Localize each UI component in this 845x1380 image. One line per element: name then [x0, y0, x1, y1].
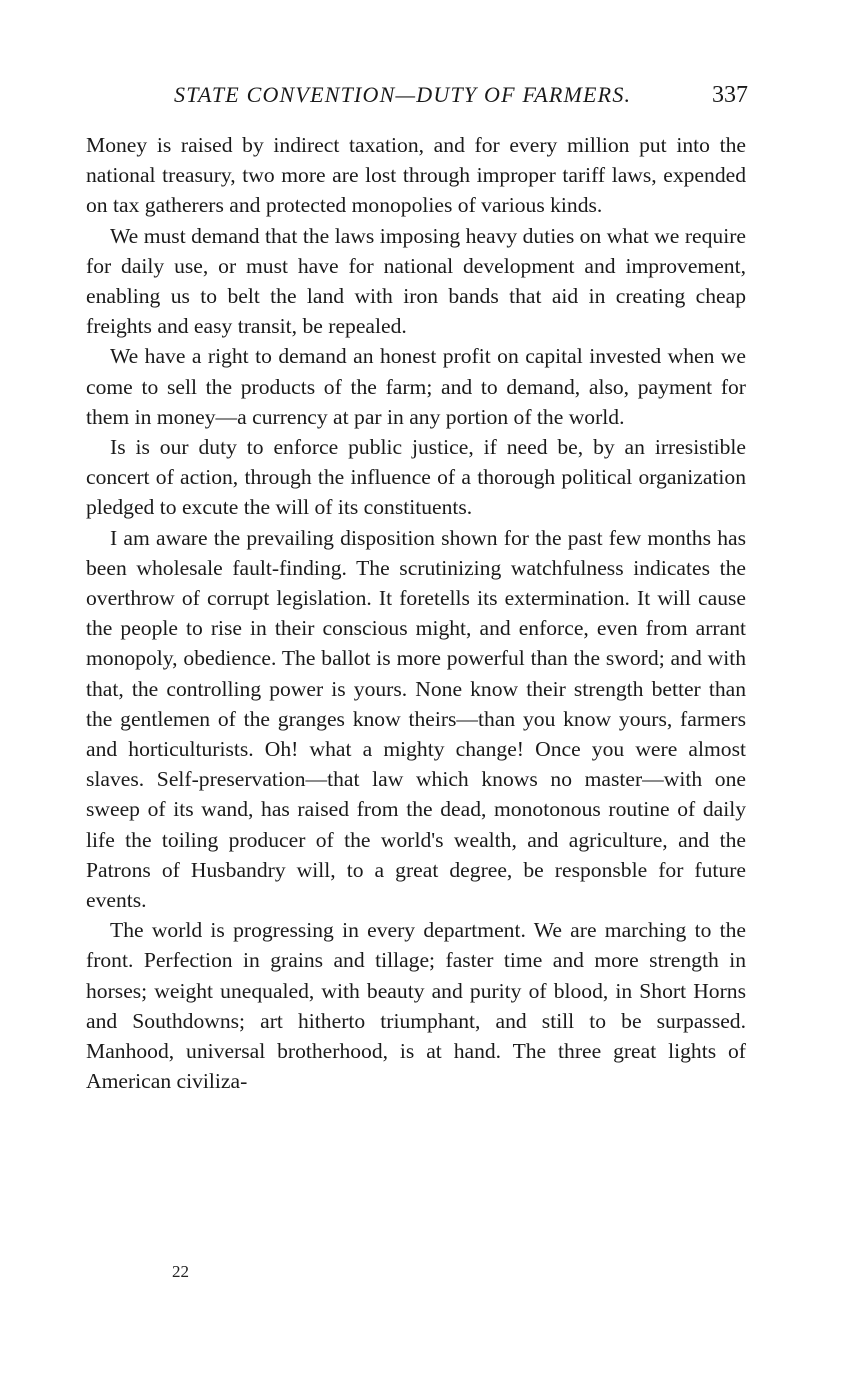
paragraph: Is is our duty to enforce public justice, if need be, by an irresistible concert of action, through the influence of a thorough political organization pledged to excute the will of its constituents. [86, 435, 746, 520]
paragraph: I am aware the prevailing disposition shown for the past few months has been wholesale fault-finding. The scrutinizing watchfulness indicates the overthrow of corrupt legislation. It foretells its extermination. It will cause the people to rise in their conscious might, and enforce, even from arrant monopoly, obedience. The ballot is more powerful than the sword; and with that, the controlling power is yours. None know their strength better than the gentlemen of the granges know theirs—than you know yours, farmers and horticulturists. Oh! what a mighty change! Once you were almost slaves. Self-preservation—that law which knows no master—with one sweep of its wand, has raised from the dead, monotonous routine of daily life the toiling producer of the world's wealth, and agriculture, and the Patrons of Husbandry will, to a great degree, be responsble for future events. [86, 525, 746, 913]
paragraph: We have a right to demand an honest profit on capital invested when we come to sell the products of the farm; and to demand, also, payment for them in money—a currency at par in any portion of the world. [86, 344, 746, 429]
page-header [86, 80, 750, 112]
paragraph: We must demand that the laws imposing heavy duties on what we require for daily use, or must have for national development and improvement, enabling us to belt the land with iron bands that aid in creating cheap freights and easy transit, be repealed. [86, 223, 746, 339]
body-text [86, 130, 746, 1097]
paragraph: The world is progressing in every department. We are marching to the front. Perfection in grains and tillage; faster time and more strength in horses; weight unequaled, with beauty and purity of blood, in Short Horns and Southdowns; art hitherto triumphant, and still to be surpassed. Manhood, universal brotherhood, is at hand. The three great lights of American civiliza- [86, 918, 746, 1094]
page-number: 337 [712, 82, 748, 108]
paragraph: Money is raised by indirect taxation, and for every million put into the national treasury, two more are lost through improper tariff laws, expended on tax gatherers and protected monopolies of various kinds. [86, 133, 746, 218]
running-head: STATE CONVENTION—DUTY OF FARMERS. [174, 82, 632, 107]
signature-mark: 22 [172, 1262, 189, 1281]
